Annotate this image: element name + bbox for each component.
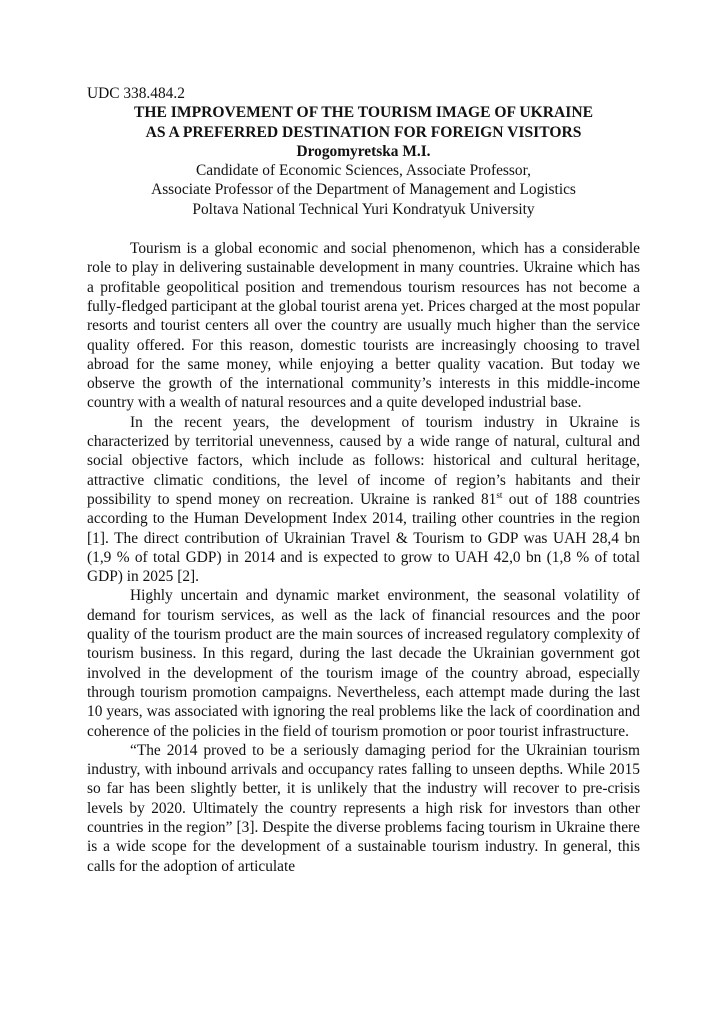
paper-page [87, 84, 640, 876]
affiliation-line-3: Poltava National Technical Yuri Kondratyuk University [192, 200, 535, 218]
body-paragraph-3: Highly uncertain and dynamic market environment, the seasonal volatility of demand for tourism services, as well as the lack of financial resources and the poor quality of the tourism product are the main sources of increased regulatory complexity of tourism business. In this regard, during the last decade the Ukrainian government got involved in the development of the tourism image of the country abroad, especially through tourism promotion campaigns. Nevertheless, each attempt made during the last 10 years, was associated with ignoring the real problems like the lack of coordination and coherence of the policies in the field of tourism promotion or poor tourist infrastructure. [87, 587, 640, 740]
paper-title-line-2: AS A PREFERRED DESTINATION FOR FOREIGN VISITORS [145, 123, 582, 141]
body-paragraph-2-part-a: In the recent years, the development of tourism industry in Ukraine is characterized by territorial unevenness, caused by a wide range of natural, cultural and social objective factors, which include as follows: historical and cultural heritage, attractive climatic conditions, the level of income of region’s habitants and their possibility to spend money on recreation. Ukraine is ranked 81 [87, 413, 640, 508]
body-paragraph-2-part-b: out of 188 countries according to the Human Development Index 2014, trailing other countries in the region [1]. The direct contribution of Ukrainian Travel & Tourism to GDP was UAH 28,4 bn (1,9 % of total GDP) in 2014 and is expected to grow to UAH 42,0 bn (1,8 % of total GDP) in 2025 [2]. [87, 490, 641, 586]
body-paragraph-1: Tourism is a global economic and social phenomenon, which has a considerable role to play in delivering sustainable development in many countries. Ukraine which has a profitable geopolitical position and tremendous tourism resources has not become a fully-fledged participant at the global tourist arena yet. Prices charged at the most popular resorts and tourist centers all over the country are usually much higher than the service quality offered. For this reason, domestic tourists are increasingly choosing to travel abroad for the same money, while enjoying a better quality vacation. But today we observe the growth of the international community’s interests in this middle-income country with a wealth of natural resources and a quite developed industrial base. [87, 240, 640, 412]
body-paragraph-2 [87, 413, 640, 587]
affiliation-line-1: Candidate of Economic Sciences, Associate Professor, [196, 162, 531, 180]
udc-code: UDC 338.484.2 [87, 85, 185, 102]
body-paragraph-4: “The 2014 proved to be a seriously damaging period for the Ukrainian tourism industry, with inbound arrivals and occupancy rates falling to unseen depths. While 2015 so far has been slightly better, it is unlikely that the industry will recover to pre-crisis levels by 2020. Ultimately the country represents a high risk for investors than other countries in the region” [3]. Despite the diverse problems facing tourism in Ukraine there is a wide scope for the development of a sustainable tourism industry. In general, this calls for the adoption of articulate [87, 741, 640, 875]
paper-title-line-1: THE IMPROVEMENT OF THE TOURISM IMAGE OF UKRAINE [133, 104, 594, 122]
author-name: Drogomyretska M.I. [296, 142, 431, 160]
ordinal-superscript: st [496, 489, 503, 500]
section-spacer [87, 219, 640, 239]
affiliation-line-2: Associate Professor of the Department of Management and Logistics [151, 181, 576, 199]
